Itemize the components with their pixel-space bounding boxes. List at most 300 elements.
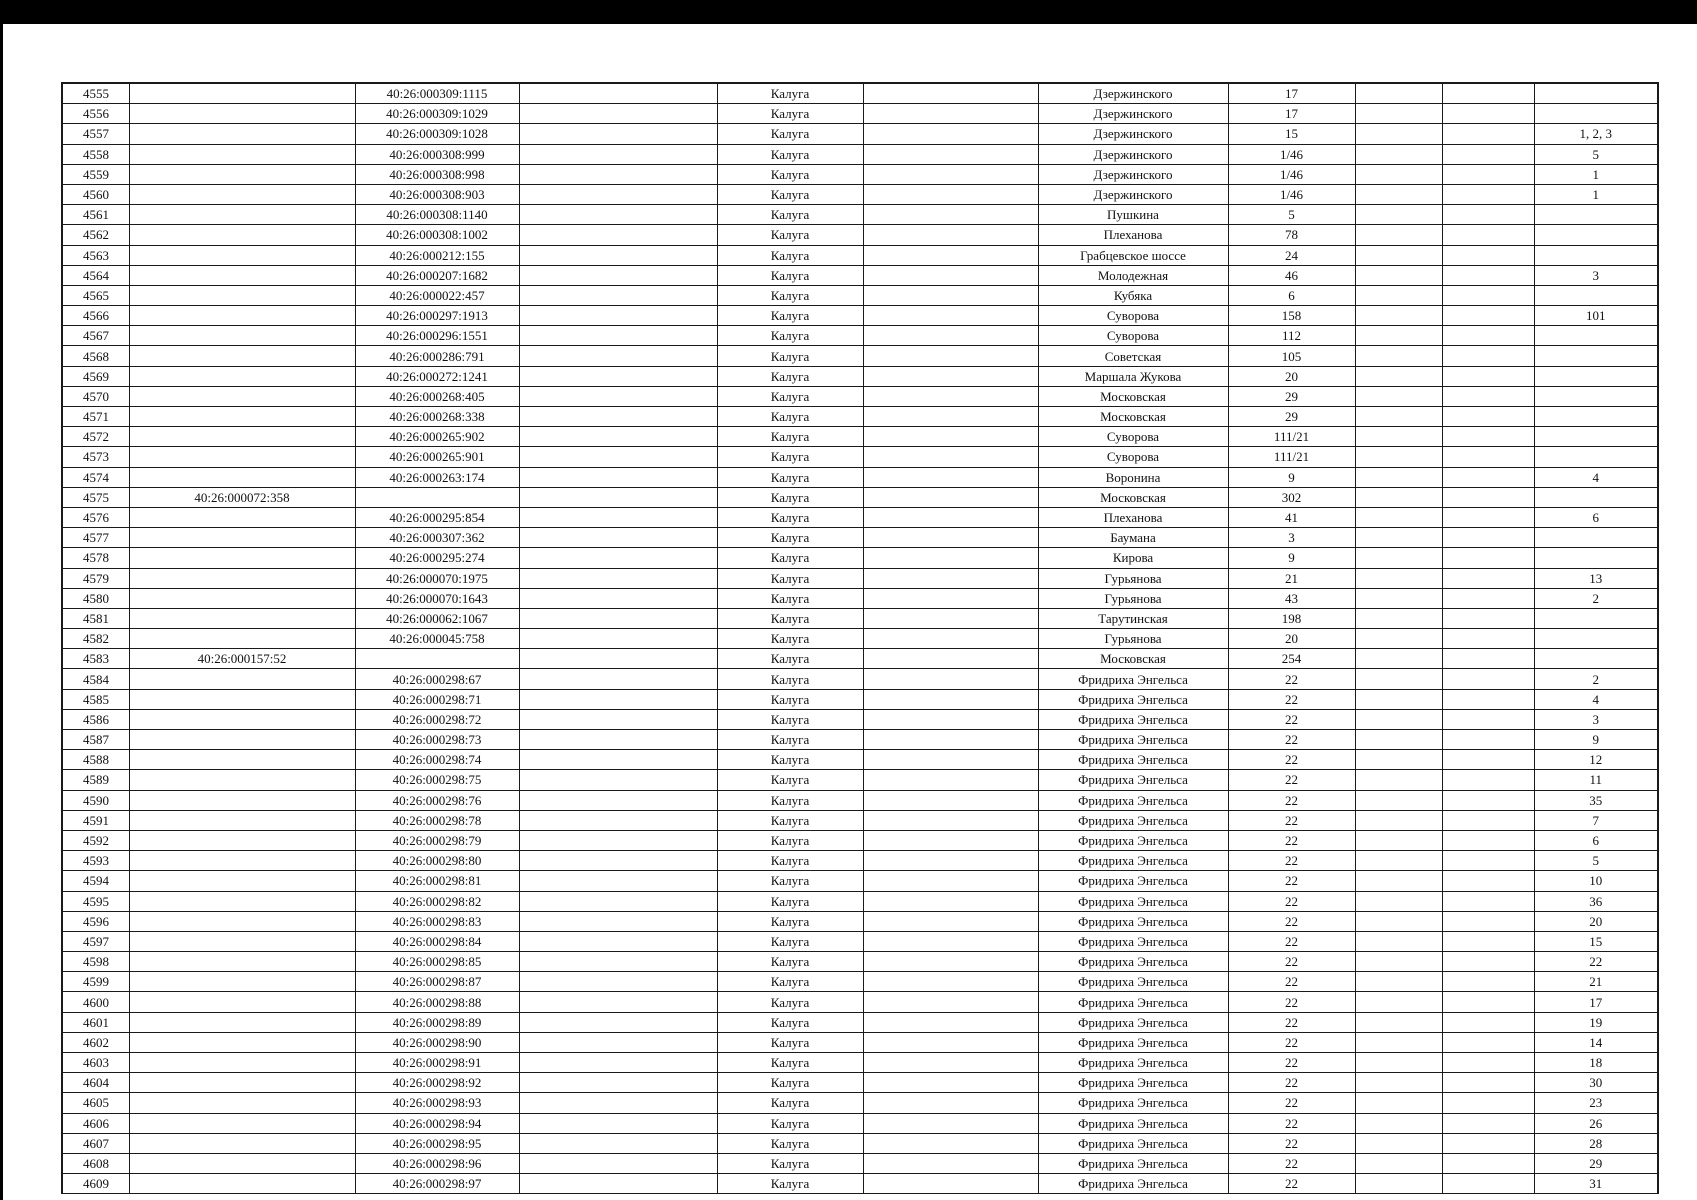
table-row xyxy=(62,1093,1658,1113)
empty-cell xyxy=(1442,83,1534,104)
land-cadastral-number-cell xyxy=(129,790,355,810)
house-number-cell: 1/46 xyxy=(1228,184,1355,204)
apartment-number-cell: 18 xyxy=(1534,1053,1658,1073)
table-row xyxy=(62,891,1658,911)
empty-cell xyxy=(1355,184,1442,204)
row-number-cell: 4584 xyxy=(62,669,129,689)
city-cell: Калуга xyxy=(717,669,863,689)
empty-cell xyxy=(1442,689,1534,709)
street-cell: Гурьянова xyxy=(1038,588,1228,608)
city-cell: Калуга xyxy=(717,649,863,669)
apartment-number-cell: 1 xyxy=(1534,184,1658,204)
street-cell: Фридриха Энгельса xyxy=(1038,810,1228,830)
row-number-cell: 4585 xyxy=(62,689,129,709)
apartment-number-cell: 30 xyxy=(1534,1073,1658,1093)
row-number-cell: 4561 xyxy=(62,205,129,225)
table-row xyxy=(62,164,1658,184)
house-number-cell: 112 xyxy=(1228,326,1355,346)
empty-cell xyxy=(863,326,1038,346)
table-row xyxy=(62,346,1658,366)
land-cadastral-number-cell xyxy=(129,871,355,891)
row-number-cell: 4588 xyxy=(62,750,129,770)
table-row xyxy=(62,1012,1658,1032)
city-cell: Калуга xyxy=(717,1053,863,1073)
land-cadastral-number-cell xyxy=(129,1073,355,1093)
street-cell: Фридриха Энгельса xyxy=(1038,1133,1228,1153)
empty-cell xyxy=(1355,1032,1442,1052)
city-cell: Калуга xyxy=(717,285,863,305)
land-cadastral-number-cell xyxy=(129,104,355,124)
cadastral-number-cell: 40:26:000298:72 xyxy=(355,709,519,729)
street-cell: Молодежная xyxy=(1038,265,1228,285)
table-row xyxy=(62,427,1658,447)
apartment-number-cell: 9 xyxy=(1534,730,1658,750)
street-cell: Московская xyxy=(1038,649,1228,669)
empty-cell xyxy=(519,1073,717,1093)
cadastral-number-cell: 40:26:000272:1241 xyxy=(355,366,519,386)
empty-cell xyxy=(519,810,717,830)
street-cell: Фридриха Энгельса xyxy=(1038,1174,1228,1194)
empty-cell xyxy=(519,629,717,649)
cadastral-number-cell: 40:26:000309:1029 xyxy=(355,104,519,124)
street-cell: Фридриха Энгельса xyxy=(1038,730,1228,750)
city-cell: Калуга xyxy=(717,144,863,164)
street-cell: Фридриха Энгельса xyxy=(1038,790,1228,810)
empty-cell xyxy=(863,891,1038,911)
empty-cell xyxy=(863,467,1038,487)
empty-cell xyxy=(519,992,717,1012)
row-number-cell: 4580 xyxy=(62,588,129,608)
table-row xyxy=(62,649,1658,669)
table-row xyxy=(62,608,1658,628)
house-number-cell: 1/46 xyxy=(1228,164,1355,184)
empty-cell xyxy=(1355,225,1442,245)
apartment-number-cell: 101 xyxy=(1534,306,1658,326)
cadastral-number-cell: 40:26:000298:75 xyxy=(355,770,519,790)
house-number-cell: 22 xyxy=(1228,851,1355,871)
apartment-number-cell xyxy=(1534,608,1658,628)
empty-cell xyxy=(519,366,717,386)
table-row xyxy=(62,871,1658,891)
empty-cell xyxy=(863,1032,1038,1052)
land-cadastral-number-cell xyxy=(129,548,355,568)
empty-cell xyxy=(863,972,1038,992)
empty-cell xyxy=(1355,750,1442,770)
city-cell: Калуга xyxy=(717,790,863,810)
house-number-cell: 22 xyxy=(1228,992,1355,1012)
street-cell: Фридриха Энгельса xyxy=(1038,1032,1228,1052)
empty-cell xyxy=(519,730,717,750)
row-number-cell: 4570 xyxy=(62,386,129,406)
city-cell: Калуга xyxy=(717,750,863,770)
land-cadastral-number-cell: 40:26:000157:52 xyxy=(129,649,355,669)
city-cell: Калуга xyxy=(717,1153,863,1173)
row-number-cell: 4558 xyxy=(62,144,129,164)
table-row xyxy=(62,1073,1658,1093)
house-number-cell: 22 xyxy=(1228,709,1355,729)
empty-cell xyxy=(519,427,717,447)
empty-cell xyxy=(1355,487,1442,507)
land-cadastral-number-cell xyxy=(129,750,355,770)
house-number-cell: 3 xyxy=(1228,528,1355,548)
table-row xyxy=(62,972,1658,992)
city-cell: Калуга xyxy=(717,346,863,366)
empty-cell xyxy=(1442,851,1534,871)
city-cell: Калуга xyxy=(717,851,863,871)
table-row xyxy=(62,952,1658,972)
empty-cell xyxy=(1442,871,1534,891)
empty-cell xyxy=(1442,447,1534,467)
row-number-cell: 4603 xyxy=(62,1053,129,1073)
city-cell: Калуга xyxy=(717,83,863,104)
table-row xyxy=(62,709,1658,729)
empty-cell xyxy=(519,1174,717,1194)
land-cadastral-number-cell xyxy=(129,709,355,729)
house-number-cell: 111/21 xyxy=(1228,447,1355,467)
scan-top-border xyxy=(0,0,1697,24)
table-row xyxy=(62,1153,1658,1173)
apartment-number-cell: 23 xyxy=(1534,1093,1658,1113)
empty-cell xyxy=(863,427,1038,447)
land-cadastral-number-cell xyxy=(129,164,355,184)
table-row xyxy=(62,810,1658,830)
street-cell: Фридриха Энгельса xyxy=(1038,750,1228,770)
apartment-number-cell xyxy=(1534,427,1658,447)
street-cell: Суворова xyxy=(1038,427,1228,447)
row-number-cell: 4564 xyxy=(62,265,129,285)
empty-cell xyxy=(1355,346,1442,366)
house-number-cell: 22 xyxy=(1228,689,1355,709)
cadastral-number-cell: 40:26:000070:1643 xyxy=(355,588,519,608)
empty-cell xyxy=(1355,972,1442,992)
row-number-cell: 4556 xyxy=(62,104,129,124)
empty-cell xyxy=(519,184,717,204)
empty-cell xyxy=(863,285,1038,305)
empty-cell xyxy=(1355,629,1442,649)
street-cell: Пушкина xyxy=(1038,205,1228,225)
empty-cell xyxy=(1355,467,1442,487)
empty-cell xyxy=(1442,487,1534,507)
row-number-cell: 4591 xyxy=(62,810,129,830)
empty-cell xyxy=(863,568,1038,588)
row-number-cell: 4572 xyxy=(62,427,129,447)
empty-cell xyxy=(519,326,717,346)
row-number-cell: 4577 xyxy=(62,528,129,548)
house-number-cell: 198 xyxy=(1228,608,1355,628)
apartment-number-cell: 4 xyxy=(1534,467,1658,487)
empty-cell xyxy=(519,750,717,770)
apartment-number-cell: 5 xyxy=(1534,144,1658,164)
street-cell: Фридриха Энгельса xyxy=(1038,891,1228,911)
row-number-cell: 4583 xyxy=(62,649,129,669)
street-cell: Московская xyxy=(1038,407,1228,427)
empty-cell xyxy=(863,144,1038,164)
empty-cell xyxy=(1442,669,1534,689)
table-row xyxy=(62,1133,1658,1153)
empty-cell xyxy=(1355,891,1442,911)
table-row xyxy=(62,467,1658,487)
empty-cell xyxy=(863,1053,1038,1073)
apartment-number-cell xyxy=(1534,528,1658,548)
table-row xyxy=(62,1032,1658,1052)
empty-cell xyxy=(863,629,1038,649)
table-row xyxy=(62,730,1658,750)
empty-cell xyxy=(1355,366,1442,386)
city-cell: Калуга xyxy=(717,608,863,628)
street-cell: Дзержинского xyxy=(1038,184,1228,204)
row-number-cell: 4595 xyxy=(62,891,129,911)
table-row xyxy=(62,790,1658,810)
land-cadastral-number-cell xyxy=(129,1153,355,1173)
empty-cell xyxy=(863,83,1038,104)
empty-cell xyxy=(519,225,717,245)
apartment-number-cell: 35 xyxy=(1534,790,1658,810)
empty-cell xyxy=(863,871,1038,891)
cadastral-number-cell: 40:26:000268:405 xyxy=(355,386,519,406)
table-row xyxy=(62,1174,1658,1194)
empty-cell xyxy=(1442,245,1534,265)
house-number-cell: 17 xyxy=(1228,83,1355,104)
row-number-cell: 4575 xyxy=(62,487,129,507)
land-cadastral-number-cell xyxy=(129,1032,355,1052)
apartment-number-cell xyxy=(1534,548,1658,568)
table-row xyxy=(62,245,1658,265)
cadastral-number-cell: 40:26:000308:1140 xyxy=(355,205,519,225)
empty-cell xyxy=(1442,265,1534,285)
empty-cell xyxy=(519,1032,717,1052)
empty-cell xyxy=(519,1093,717,1113)
house-number-cell: 21 xyxy=(1228,568,1355,588)
empty-cell xyxy=(1355,649,1442,669)
land-cadastral-number-cell xyxy=(129,810,355,830)
empty-cell xyxy=(1355,326,1442,346)
house-number-cell: 29 xyxy=(1228,407,1355,427)
city-cell: Калуга xyxy=(717,770,863,790)
apartment-number-cell: 1, 2, 3 xyxy=(1534,124,1658,144)
empty-cell xyxy=(519,709,717,729)
empty-cell xyxy=(1442,1012,1534,1032)
city-cell: Калуга xyxy=(717,1113,863,1133)
apartment-number-cell: 36 xyxy=(1534,891,1658,911)
street-cell: Советская xyxy=(1038,346,1228,366)
empty-cell xyxy=(1355,447,1442,467)
empty-cell xyxy=(863,164,1038,184)
empty-cell xyxy=(863,366,1038,386)
table-row xyxy=(62,669,1658,689)
empty-cell xyxy=(1355,124,1442,144)
street-cell: Тарутинская xyxy=(1038,608,1228,628)
empty-cell xyxy=(863,245,1038,265)
row-number-cell: 4576 xyxy=(62,507,129,527)
land-cadastral-number-cell xyxy=(129,507,355,527)
city-cell: Калуга xyxy=(717,104,863,124)
city-cell: Калуга xyxy=(717,1093,863,1113)
empty-cell xyxy=(519,891,717,911)
row-number-cell: 4586 xyxy=(62,709,129,729)
empty-cell xyxy=(1442,830,1534,850)
street-cell: Кубяка xyxy=(1038,285,1228,305)
empty-cell xyxy=(1442,184,1534,204)
empty-cell xyxy=(863,730,1038,750)
empty-cell xyxy=(863,225,1038,245)
table-row xyxy=(62,568,1658,588)
empty-cell xyxy=(863,1113,1038,1133)
apartment-number-cell: 2 xyxy=(1534,588,1658,608)
empty-cell xyxy=(1442,649,1534,669)
empty-cell xyxy=(519,1153,717,1173)
house-number-cell: 17 xyxy=(1228,104,1355,124)
cadastral-number-cell: 40:26:000298:76 xyxy=(355,790,519,810)
cadastral-number-cell: 40:26:000070:1975 xyxy=(355,568,519,588)
row-number-cell: 4601 xyxy=(62,1012,129,1032)
empty-cell xyxy=(519,608,717,628)
cadastral-number-cell: 40:26:000298:82 xyxy=(355,891,519,911)
row-number-cell: 4592 xyxy=(62,830,129,850)
empty-cell xyxy=(519,205,717,225)
street-cell: Фридриха Энгельса xyxy=(1038,709,1228,729)
apartment-number-cell: 6 xyxy=(1534,830,1658,850)
apartment-number-cell xyxy=(1534,366,1658,386)
house-number-cell: 22 xyxy=(1228,770,1355,790)
street-cell: Фридриха Энгельса xyxy=(1038,770,1228,790)
city-cell: Калуга xyxy=(717,891,863,911)
empty-cell xyxy=(1442,992,1534,1012)
land-cadastral-number-cell xyxy=(129,972,355,992)
empty-cell xyxy=(1355,265,1442,285)
cadastral-number-cell: 40:26:000062:1067 xyxy=(355,608,519,628)
table-row xyxy=(62,689,1658,709)
empty-cell xyxy=(519,548,717,568)
street-cell: Гурьянова xyxy=(1038,629,1228,649)
house-number-cell: 9 xyxy=(1228,548,1355,568)
empty-cell xyxy=(1442,366,1534,386)
empty-cell xyxy=(1442,1113,1534,1133)
row-number-cell: 4590 xyxy=(62,790,129,810)
street-cell: Фридриха Энгельса xyxy=(1038,972,1228,992)
table-row xyxy=(62,225,1658,245)
city-cell: Калуга xyxy=(717,548,863,568)
row-number-cell: 4557 xyxy=(62,124,129,144)
row-number-cell: 4606 xyxy=(62,1113,129,1133)
table-row xyxy=(62,205,1658,225)
row-number-cell: 4599 xyxy=(62,972,129,992)
empty-cell xyxy=(863,205,1038,225)
city-cell: Калуга xyxy=(717,992,863,1012)
street-cell: Фридриха Энгельса xyxy=(1038,1153,1228,1173)
empty-cell xyxy=(519,83,717,104)
empty-cell xyxy=(1355,1053,1442,1073)
table-row xyxy=(62,144,1658,164)
cadastral-number-cell: 40:26:000298:89 xyxy=(355,1012,519,1032)
empty-cell xyxy=(863,507,1038,527)
house-number-cell: 20 xyxy=(1228,366,1355,386)
row-number-cell: 4593 xyxy=(62,851,129,871)
empty-cell xyxy=(1442,568,1534,588)
empty-cell xyxy=(1355,931,1442,951)
row-number-cell: 4587 xyxy=(62,730,129,750)
empty-cell xyxy=(1442,346,1534,366)
empty-cell xyxy=(1355,669,1442,689)
cadastral-number-cell: 40:26:000298:87 xyxy=(355,972,519,992)
house-number-cell: 22 xyxy=(1228,911,1355,931)
land-cadastral-number-cell xyxy=(129,447,355,467)
empty-cell xyxy=(519,871,717,891)
empty-cell xyxy=(1355,871,1442,891)
empty-cell xyxy=(1355,830,1442,850)
house-number-cell: 78 xyxy=(1228,225,1355,245)
apartment-number-cell xyxy=(1534,285,1658,305)
cadastral-number-cell: 40:26:000298:90 xyxy=(355,1032,519,1052)
apartment-number-cell: 3 xyxy=(1534,709,1658,729)
land-cadastral-number-cell xyxy=(129,1133,355,1153)
cadastral-number-cell: 40:26:000298:71 xyxy=(355,689,519,709)
row-number-cell: 4604 xyxy=(62,1073,129,1093)
cadastral-number-cell: 40:26:000309:1028 xyxy=(355,124,519,144)
apartment-number-cell: 2 xyxy=(1534,669,1658,689)
row-number-cell: 4581 xyxy=(62,608,129,628)
house-number-cell: 105 xyxy=(1228,346,1355,366)
empty-cell xyxy=(1355,608,1442,628)
city-cell: Калуга xyxy=(717,427,863,447)
cadastral-number-cell xyxy=(355,487,519,507)
city-cell: Калуга xyxy=(717,689,863,709)
house-number-cell: 22 xyxy=(1228,1113,1355,1133)
row-number-cell: 4560 xyxy=(62,184,129,204)
row-number-cell: 4582 xyxy=(62,629,129,649)
empty-cell xyxy=(519,447,717,467)
empty-cell xyxy=(863,1174,1038,1194)
empty-cell xyxy=(519,507,717,527)
empty-cell xyxy=(519,124,717,144)
empty-cell xyxy=(519,245,717,265)
empty-cell xyxy=(863,1012,1038,1032)
empty-cell xyxy=(519,588,717,608)
land-cadastral-number-cell xyxy=(129,427,355,447)
land-cadastral-number-cell xyxy=(129,144,355,164)
row-number-cell: 4607 xyxy=(62,1133,129,1153)
city-cell: Калуга xyxy=(717,1133,863,1153)
cadastral-number-cell: 40:26:000308:999 xyxy=(355,144,519,164)
land-cadastral-number-cell: 40:26:000072:358 xyxy=(129,487,355,507)
empty-cell xyxy=(1355,1133,1442,1153)
empty-cell xyxy=(863,810,1038,830)
address-register-table xyxy=(61,82,1659,1194)
empty-cell xyxy=(1442,1032,1534,1052)
city-cell: Калуга xyxy=(717,931,863,951)
row-number-cell: 4569 xyxy=(62,366,129,386)
table-row xyxy=(62,1053,1658,1073)
street-cell: Дзержинского xyxy=(1038,144,1228,164)
land-cadastral-number-cell xyxy=(129,770,355,790)
row-number-cell: 4568 xyxy=(62,346,129,366)
row-number-cell: 4571 xyxy=(62,407,129,427)
empty-cell xyxy=(863,608,1038,628)
city-cell: Калуга xyxy=(717,326,863,346)
empty-cell xyxy=(519,911,717,931)
table-row xyxy=(62,265,1658,285)
house-number-cell: 22 xyxy=(1228,1174,1355,1194)
street-cell: Фридриха Энгельса xyxy=(1038,1073,1228,1093)
empty-cell xyxy=(1355,306,1442,326)
empty-cell xyxy=(1355,83,1442,104)
empty-cell xyxy=(1355,245,1442,265)
cadastral-number-cell: 40:26:000298:91 xyxy=(355,1053,519,1073)
house-number-cell: 22 xyxy=(1228,1093,1355,1113)
apartment-number-cell xyxy=(1534,407,1658,427)
empty-cell xyxy=(1355,548,1442,568)
empty-cell xyxy=(1355,144,1442,164)
empty-cell xyxy=(1355,1073,1442,1093)
